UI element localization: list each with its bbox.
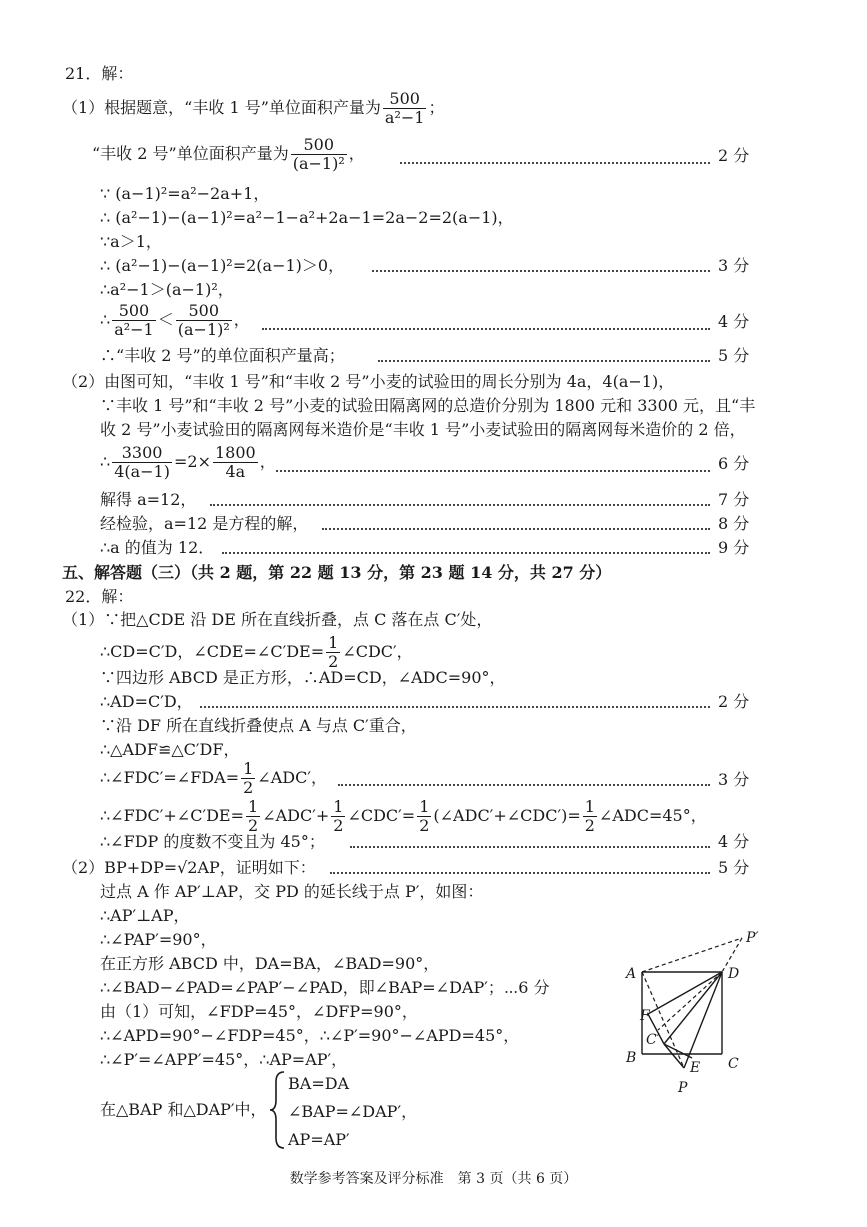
label-Pp: P′ bbox=[746, 930, 759, 946]
q22-line12: ∴AP′⊥AP， bbox=[100, 906, 190, 925]
segment-DCp-dashed bbox=[658, 972, 722, 1030]
fraction: $\frac{500}{\text{a²−1}}$ bbox=[384, 89, 425, 127]
q22-line4: ∴AD=C′D， bbox=[100, 692, 193, 711]
score: 5 分 bbox=[718, 346, 750, 365]
segment-CpP bbox=[664, 1044, 684, 1068]
q22-line7: ∴∠FDC′=∠FDA= $\frac{1}{2}$ ∠ADC′， bbox=[100, 759, 327, 797]
score: 7 分 bbox=[718, 490, 750, 509]
q21-part2-line2: ∵丰收 1 号”和“丰收 2 号”小麦的试验田隔离网的总造价分别为 1800 元和 3300 元，且“丰 bbox=[100, 396, 756, 415]
q22-line9: ∴∠FDP 的度数不变且为 45°； bbox=[100, 832, 325, 851]
q22-line14: 在正方形 ABCD 中，DA=BA，∠BAD=90°， bbox=[100, 954, 440, 973]
leader-dots bbox=[276, 470, 710, 472]
system-brace bbox=[268, 1070, 288, 1150]
score: 3 分 bbox=[718, 770, 750, 789]
q22-line2: ∴CD=C′D，∠CDE=∠C′DE= $\frac{1}{2}$ ∠CDC′， bbox=[100, 633, 413, 671]
label-A: A bbox=[626, 966, 637, 982]
q22-line19: 在△BAP 和△DAP′中， bbox=[100, 1100, 267, 1119]
q21-line10: ∴ $\frac{3300}{4(a-1)}$ =2× $\frac{1800}{4a}$ ， bbox=[100, 443, 276, 481]
fraction: $\frac{1}{2}$ bbox=[333, 797, 344, 835]
fraction: $\frac{1}{2}$ bbox=[328, 633, 339, 671]
q21-part2-line1: （2）由图可知，“丰收 1 号”和“丰收 2 号”小麦的试验田的周长分别为 4a，4(a−1)， bbox=[62, 372, 675, 391]
leader-dots bbox=[350, 846, 710, 848]
score: 2 分 bbox=[718, 692, 750, 711]
q21-line13: ∴a 的值为 12． bbox=[100, 538, 215, 557]
q21-line2: “丰收 2 号”单位面积产量为 $\frac{500}{\text{(a−1)²}}$ ， bbox=[92, 135, 365, 173]
segment-CpE bbox=[664, 1044, 692, 1058]
system-eq-1: BA=DA bbox=[288, 1074, 350, 1093]
segment-APp bbox=[642, 938, 742, 972]
q22-line17: ∴∠APD=90°−∠FDP=45°，∴∠P′=90°−∠APD=45°， bbox=[100, 1026, 520, 1045]
label-Cp: C′ bbox=[646, 1032, 660, 1048]
leader-dots bbox=[222, 552, 710, 554]
score: 5 分 bbox=[718, 858, 750, 877]
fraction: $\frac{1}{2}$ bbox=[248, 797, 259, 835]
section-heading: 五、解答题（三）（共 2 题，第 22 题 13 分，第 23 题 14 分，共 27 分） bbox=[62, 563, 612, 582]
score: 4 分 bbox=[718, 832, 750, 851]
q21-line7: ∴a²−1＞(a−1)²， bbox=[100, 280, 234, 299]
q21-head: 21．解： bbox=[65, 64, 134, 83]
leader-dots bbox=[210, 504, 710, 506]
leader-dots bbox=[338, 784, 710, 786]
score: 9 分 bbox=[718, 538, 750, 557]
q22-line5: ∵沿 DF 所在直线折叠使点 A 与点 C′重合， bbox=[100, 716, 417, 735]
q21-line12: 经检验，a=12 是方程的解， bbox=[100, 514, 309, 533]
fraction: $\frac{1}{2}$ bbox=[243, 759, 254, 797]
q22-line16: 由（1）可知，∠FDP=45°，∠DFP=90°， bbox=[100, 1002, 418, 1021]
leader-dots bbox=[330, 872, 710, 874]
q21-line5: ∵a＞1， bbox=[100, 232, 162, 251]
q22-line6: ∴△ADF≌△C′DF， bbox=[100, 740, 240, 759]
q22-line15: ∴∠BAD−∠PAD=∠PAP′−∠PAD，即∠BAP=∠DAP′；⋯6 分 bbox=[100, 978, 550, 997]
segment-DF bbox=[648, 972, 722, 1014]
system-eq-3: AP=AP′ bbox=[288, 1130, 350, 1149]
system-eq-2: ∠BAP=∠DAP′， bbox=[288, 1102, 418, 1121]
page-footer: 数学参考答案及评分标准 第 3 页（共 6 页） bbox=[289, 1171, 578, 1187]
fraction: $\frac{500}{\text{(a−1)²}}$ bbox=[177, 301, 230, 339]
label-P: P bbox=[678, 1080, 688, 1096]
q22-part2-line1: （2）BP+DP=√2AP，证明如下： bbox=[62, 858, 316, 877]
q21-line8: ∴ $\frac{500}{\text{a²−1}}$ ＜ $\frac{500}{\text{(a−1)²}}$ ， bbox=[100, 301, 250, 339]
label-F: F bbox=[640, 1008, 650, 1024]
fraction: $\frac{1}{2}$ bbox=[584, 797, 595, 835]
leader-dots bbox=[322, 528, 710, 530]
q22-line1: （1）∵把△CDE 沿 DE 所在直线折叠，点 C 落在点 C′处， bbox=[62, 610, 493, 629]
q21-line11: 解得 a=12， bbox=[100, 490, 197, 509]
segment-DCp bbox=[664, 972, 722, 1044]
fraction: $\frac{500}{\text{(a−1)²}}$ bbox=[292, 135, 345, 173]
q21-line9: ∴“丰收 2 号”的单位面积产量高； bbox=[100, 346, 345, 365]
geometry-figure bbox=[618, 920, 778, 1100]
score: 6 分 bbox=[718, 454, 750, 473]
label-B: B bbox=[626, 1050, 637, 1066]
q21-part2-line3: 收 2 号”小麦试验田的隔离网每米造价是“丰收 1 号”小麦试验田的隔离网每米造价的 2 倍， bbox=[100, 420, 746, 439]
score: 3 分 bbox=[718, 256, 750, 275]
label-E: E bbox=[690, 1060, 701, 1076]
q22-head: 22．解： bbox=[65, 587, 134, 606]
q22-line18: ∴∠P′=∠APP′=45°，∴AP=AP′， bbox=[100, 1050, 348, 1069]
q21-line6: ∴ (a²−1)−(a−1)²=2(a−1)＞0， bbox=[100, 256, 345, 275]
leader-dots bbox=[400, 162, 710, 164]
q21-part1-line1: （1）根据题意，“丰收 1 号”单位面积产量为 $\frac{500}{\text{a²−1}}$ ； bbox=[62, 89, 445, 127]
q22-line3: ∵四边形 ABCD 是正方形，∴AD=CD，∠ADC=90°， bbox=[100, 668, 506, 687]
q22-line8: ∴∠FDC′+∠C′DE= $\frac{1}{2}$ ∠ADC′+ $\frac{1}{2}$ ∠CDC′= $\frac{1}{2}$ (∠ADC′+∠CDC′)= $\frac{1}{2}$ ∠ADC=45°， bbox=[100, 797, 707, 835]
leader-dots bbox=[200, 706, 710, 708]
label-D: D bbox=[728, 966, 740, 982]
q21-line3: ∵ (a−1)²=a²−2a+1， bbox=[100, 184, 270, 203]
leader-dots bbox=[378, 360, 710, 362]
leader-dots bbox=[262, 328, 710, 330]
fraction: $\frac{1}{2}$ bbox=[419, 797, 430, 835]
q22-line13: ∴∠PAP′=90°， bbox=[100, 930, 217, 949]
fraction: $\frac{3300}{4(a-1)}$ bbox=[114, 443, 170, 481]
score: 2 分 bbox=[718, 146, 750, 165]
score: 8 分 bbox=[718, 514, 750, 533]
fraction: $\frac{500}{\text{a²−1}}$ bbox=[114, 301, 154, 339]
q22-line11: 过点 A 作 AP′⊥AP，交 PD 的延长线于点 P′，如图： bbox=[100, 882, 484, 901]
score: 4 分 bbox=[718, 312, 750, 331]
q21-line4: ∴ (a²−1)−(a−1)²=a²−1−a²+2a−1=2a−2=2(a−1)， bbox=[100, 208, 514, 227]
leader-dots bbox=[372, 270, 710, 272]
label-C: C bbox=[728, 1056, 739, 1072]
fraction: $\frac{1800}{4a}$ bbox=[214, 443, 256, 481]
